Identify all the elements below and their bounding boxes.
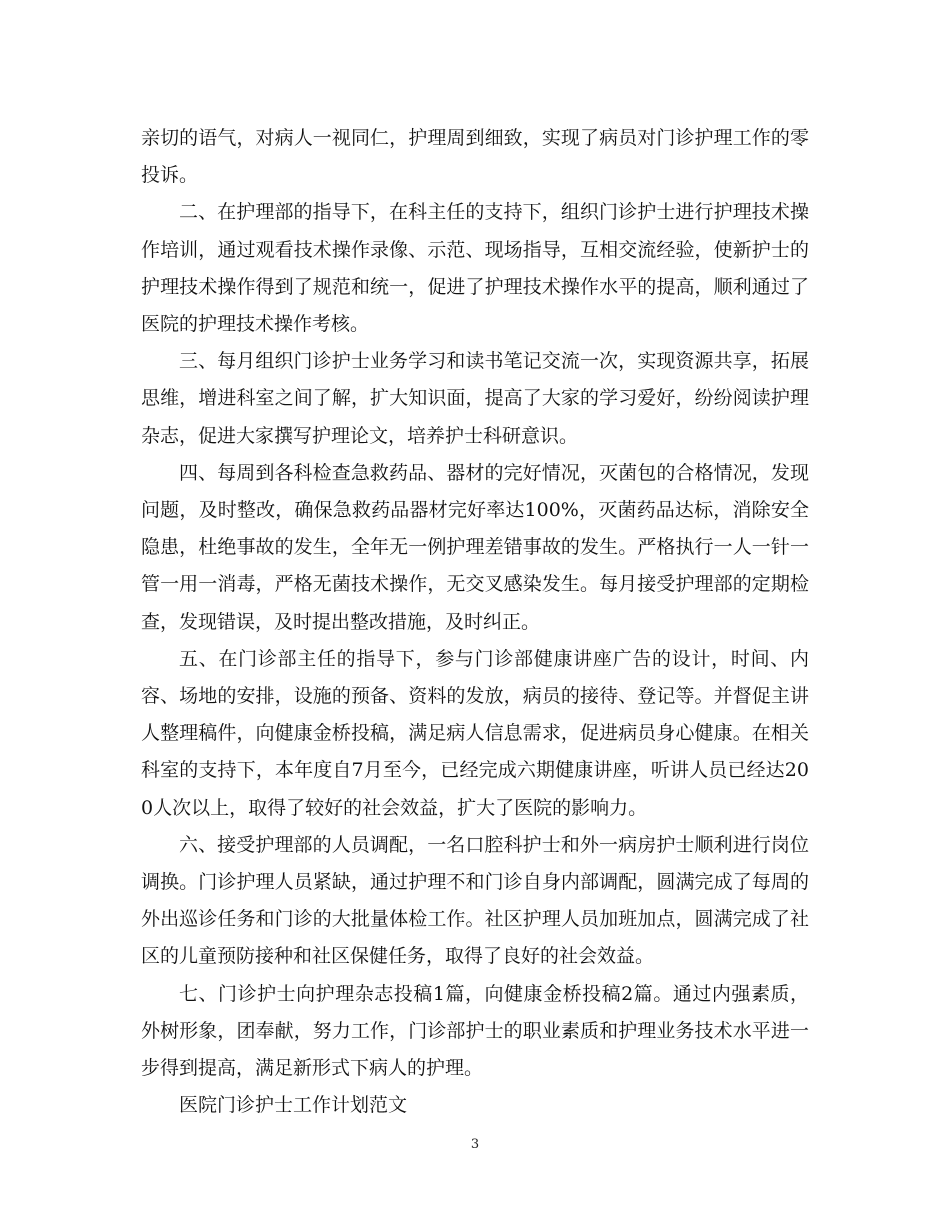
document-body — [141, 120, 809, 1124]
section-heading: 医院门诊护士工作计划范文 — [179, 1094, 408, 1117]
paragraph-item-6: 六、接受护理部的人员调配，一名口腔科护士和外一病房护士顺利进行岗位调换。门诊护理人员紧缺，通过护理不和门诊自身内部调配，圆满完成了每周的外出巡诊任务和门诊的大批量体检工作。社区护理人员加班加点，圆满完成了社区的儿童预防接种和社区保健任务，取得了良好的社会效益。 — [141, 833, 809, 968]
page-number: 3 — [470, 1137, 480, 1152]
paragraph-item-5: 五、在门诊部主任的指导下，参与门诊部健康讲座广告的设计，时间、内容、场地的安排，设施的预备、资料的发放，病员的接待、登记等。并督促主讲人整理稿件，向健康金桥投稿，满足病人信息需求，促进病员身心健康。在相关科室的支持下，本年度自7月至今，已经完成六期健康讲座，听讲人员已经达200人次以上，取得了较好的社会效益，扩大了医院的影响力。 — [141, 647, 809, 819]
paragraph-item-7: 七、门诊护士向护理杂志投稿1篇，向健康金桥投稿2篇。通过内强素质，外树形象，团奉献，努力工作，门诊部护士的职业素质和护理业务技术水平进一步得到提高，满足新形式下病人的护理。 — [141, 982, 809, 1080]
paragraph-continuation: 亲切的语气，对病人一视同仁，护理周到细致，实现了病员对门诊护理工作的零投诉。 — [141, 127, 809, 187]
paragraph-item-4: 四、每周到各科检查急救药品、器材的完好情况，灭菌包的合格情况，发现问题，及时整改，确保急救药品器材完好率达100%，灭菌药品达标，消除安全隐患，杜绝事故的发生，全年无一例护理差错事故的发生。严格执行一人一针一管一用一消毒，严格无菌技术操作，无交叉感染发生。每月接受护理部的定期检查，发现错误，及时提出整改措施，及时纠正。 — [141, 461, 809, 633]
paragraph-item-3: 三、每月组织门诊护士业务学习和读书笔记交流一次，实现资源共享，拓展思维，增进科室之间了解，扩大知识面，提高了大家的学习爱好，纷纷阅读护理杂志，促进大家撰写护理论文，培养护士科研意识。 — [141, 350, 809, 447]
paragraph-item-2: 二、在护理部的指导下，在科主任的支持下，组织门诊护士进行护理技术操作培训，通过观看技术操作录像、示范、现场指导，互相交流经验，使新护士的护理技术操作得到了规范和统一，促进了护理技术操作水平的提高，顺利通过了医院的护理技术操作考核。 — [141, 201, 809, 336]
